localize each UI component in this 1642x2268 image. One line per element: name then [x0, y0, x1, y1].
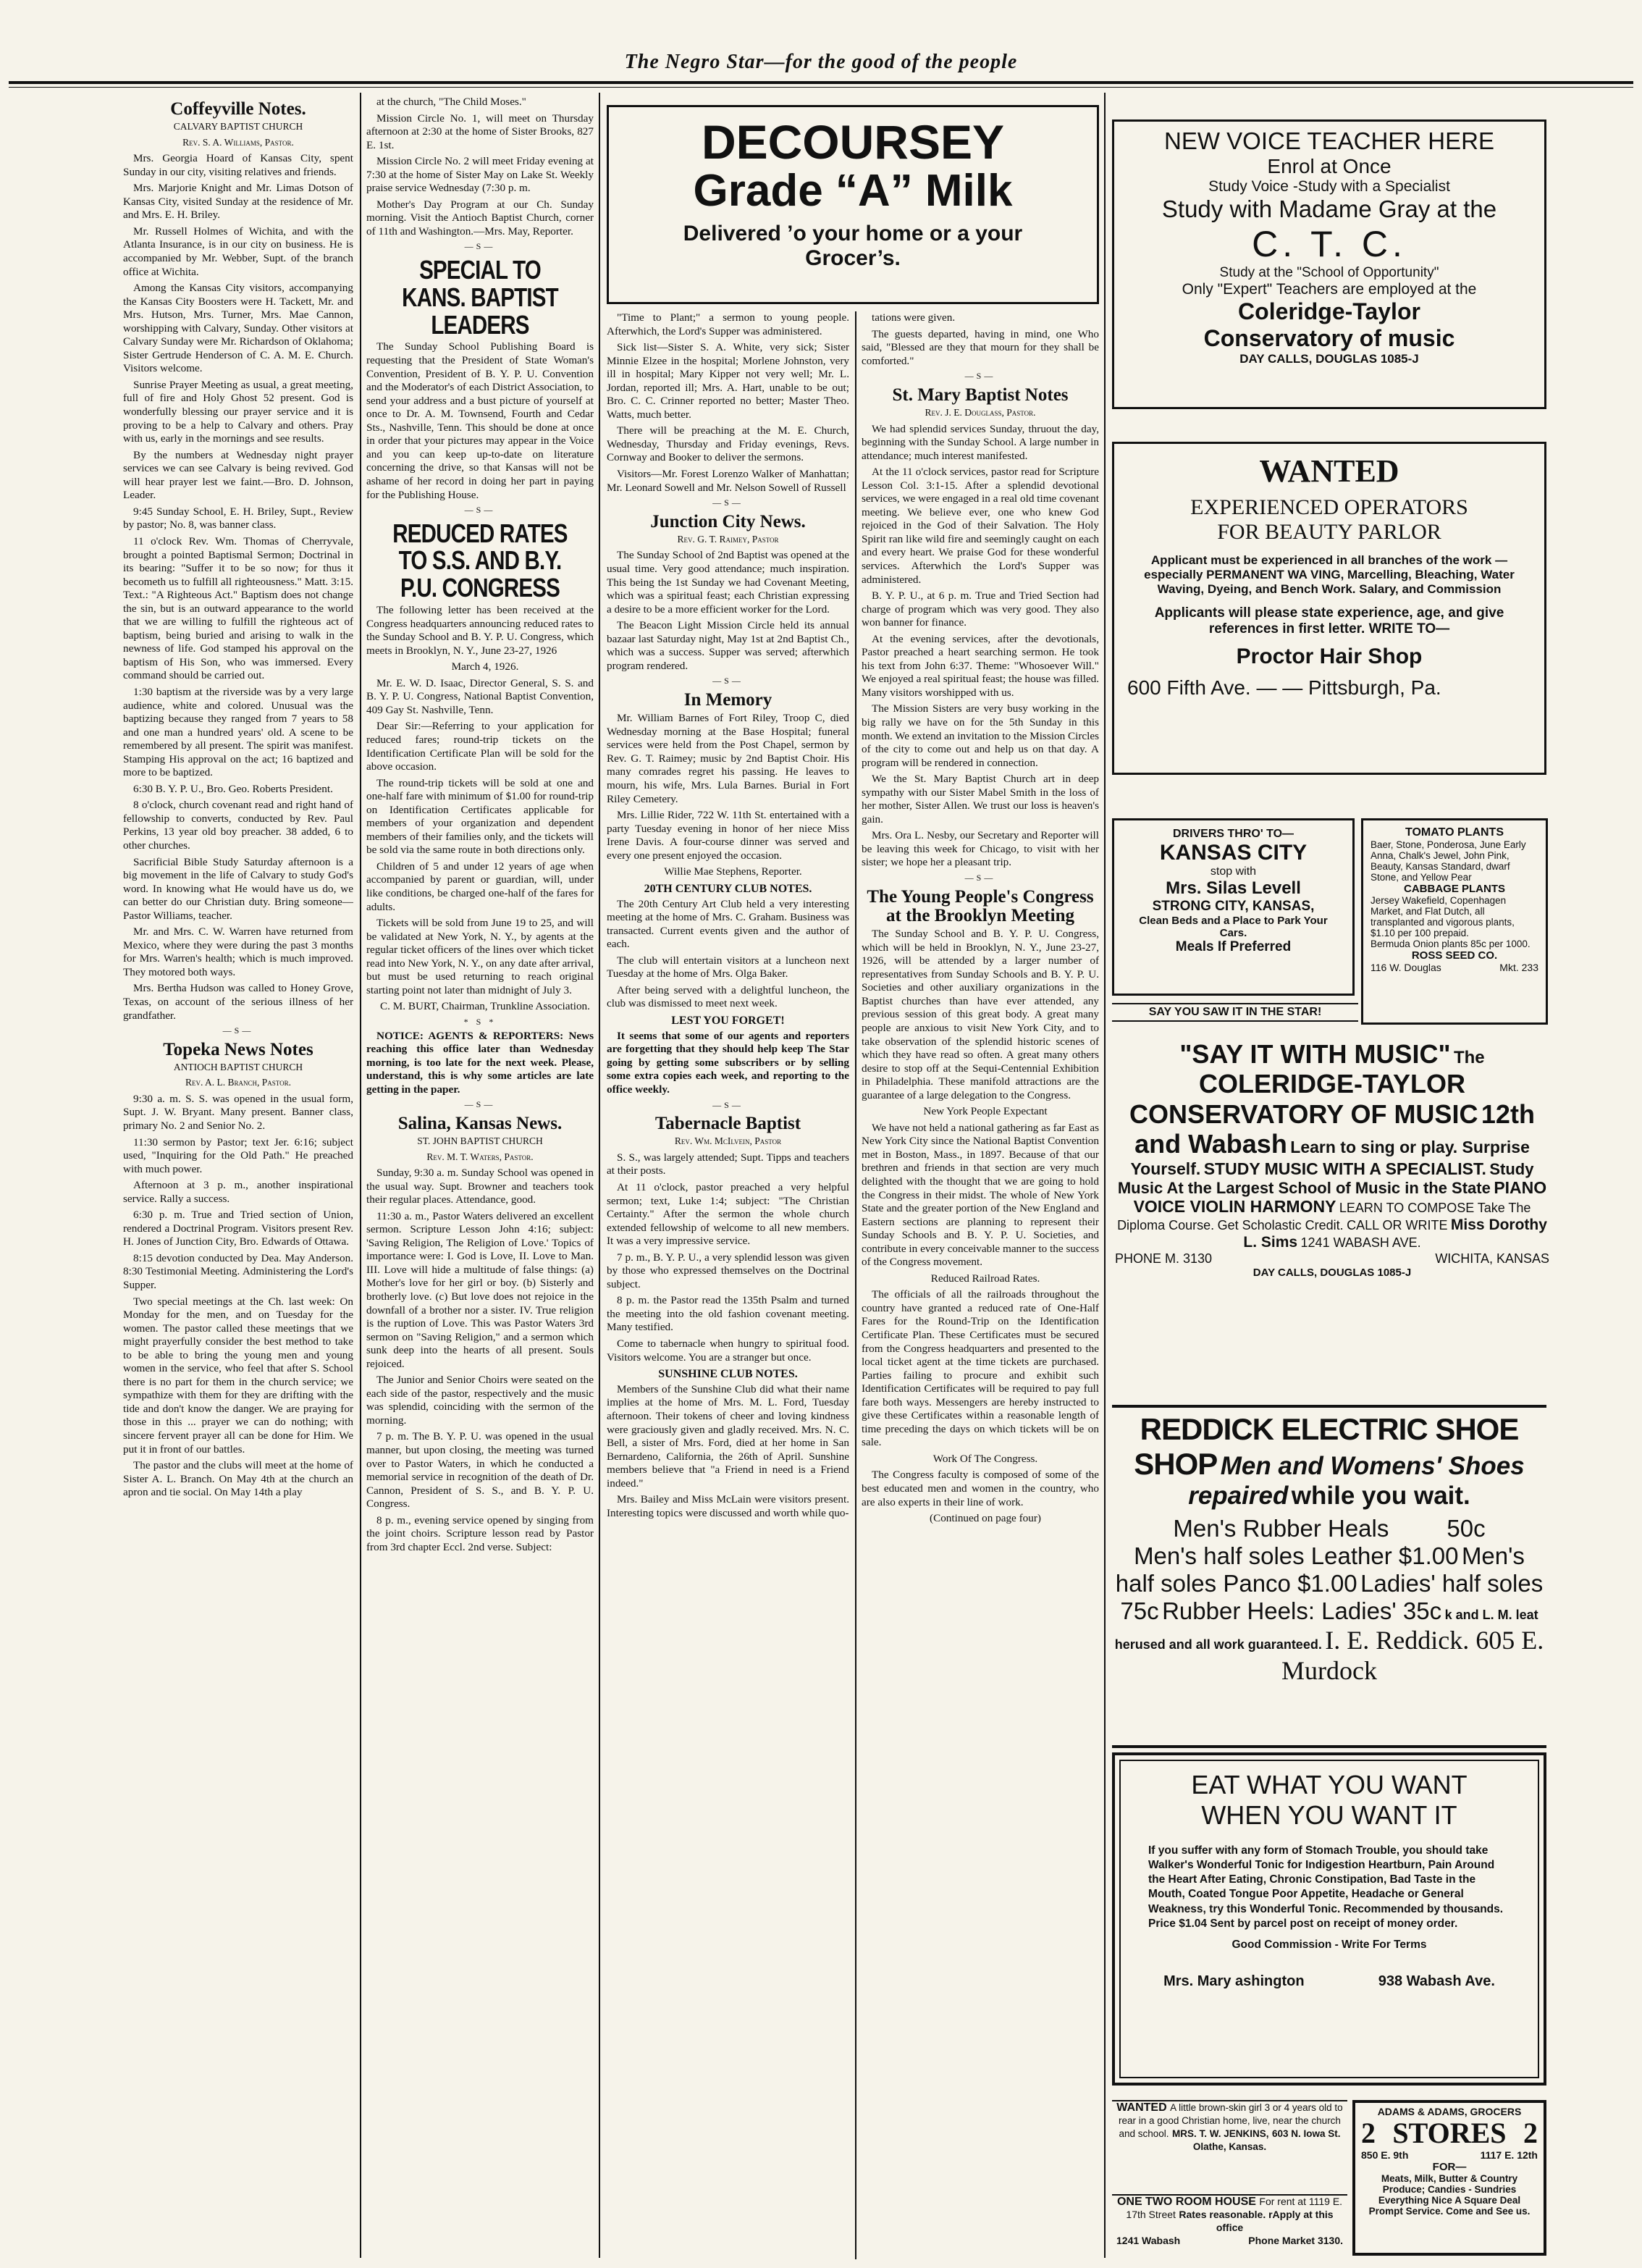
- ad-line: 1241 WABASH AVE.: [1300, 1235, 1421, 1251]
- paragraph: We have not held a national gathering as far East as New York City since the National Baptist Convention met in Boston, Mass., in 1897. Because of that our brethren and friends in that section are very much delighted with the thought that we are going to hold the Congress in their midst. The whole of New York State and the greater portion of the New England and Eastern sections are planning to represent their Sunday Schools and B. Y. P. U. Societies, and contribute in every conceivable manner to the success of the Congress movement.: [862, 1121, 1099, 1269]
- paragraph: Mr. E. W. D. Isaac, Director General, S. S. and B. Y. P. U. Congress, National Baptist Convention, 409 Gay St. Nashville, Tenn.: [366, 676, 594, 716]
- store-address: 1117 E. 12th: [1480, 2149, 1538, 2161]
- ad-line: Applicant must be experienced in all branches of the work —especially PERMANENT WA VING, Marcelling, Bleaching, Water Waving, Dyeing, and Bench Work. Salary, and Commission: [1144, 553, 1515, 596]
- ad-line: Baer, Stone, Ponderosa, June Early Anna, Chalk's Jewel, John Pink, Beauty, Kansas Standard, dwarf Stone, and Yellow Pear: [1371, 839, 1526, 883]
- ad-phone: PHONE M. 3130: [1115, 1251, 1213, 1267]
- continued-note: (Continued on page four): [930, 1512, 1041, 1525]
- price-row: Men's half soles Leather $1.00: [1134, 1542, 1459, 1569]
- ad-line: Study Voice -Study with a Specialist: [1208, 178, 1450, 195]
- ad-line: WHEN YOU WANT IT: [1201, 1800, 1457, 1830]
- masthead: The Negro Star—for the good of the people: [624, 51, 1018, 73]
- paragraph: It seems that some of our agents and reporters are forgetting that they should help keep The Star going by getting some subscribers or by selling some extra copies each week, and reporting to the office weekly.: [607, 1029, 849, 1096]
- ad-line: LEARN TO COMPOSE: [1339, 1201, 1475, 1216]
- article-title: 20TH CENTURY CLUB NOTES.: [644, 882, 812, 895]
- ad-line: Coleridge-Taylor: [1238, 298, 1420, 324]
- ad-line: DRIVERS THRO' TO—: [1172, 828, 1294, 840]
- church-name: CALVARY BAPTIST CHURCH: [173, 121, 303, 133]
- article-title: Tabernacle Baptist: [654, 1114, 801, 1134]
- ad-address: 1241 Wabash: [1116, 2235, 1181, 2246]
- paragraph: 9:30 a. m. S. S. was opened in the usual form, Supt. J. W. Bryant. Many present. Banner class, primary No. 2 and Senior No. 2.: [123, 1092, 353, 1132]
- stores-label: STORES: [1392, 2117, 1507, 2149]
- music-conservatory-ad: [1115, 1039, 1549, 1394]
- pastor-name: Rev. G. T. Raimey, Pastor: [677, 533, 779, 545]
- paragraph: The Junior and Senior Choirs were seated on the each side of the pastor, respectively and the music was splendid, coinciding with the sermon of the morning.: [366, 1374, 594, 1427]
- pastor-name: Rev. M. T. Waters, Pastor.: [426, 1151, 534, 1162]
- paragraph: Mrs. Bertha Hudson was called to Honey Grove, Texas, on account of the serious illness of her grandfather.: [123, 982, 353, 1022]
- church-name: ST. JOHN BAPTIST CHURCH: [417, 1135, 543, 1147]
- paragraph: The 20th Century Art Club held a very interesting meeting at the home of Mrs. C. Graham. Business was transacted. Current events given and the author of each.: [607, 897, 849, 951]
- ad-line: Get Scholastic Credit.: [1217, 1217, 1344, 1232]
- ad-line: ROSS SEED CO.: [1411, 949, 1498, 962]
- article-title: Salina, Kansas News.: [397, 1113, 563, 1133]
- paragraph: Mother's Day Program at our Ch. Sunday morning. Visit the Antioch Baptist Church, corner of 11th and Washington.—Mrs. May, Reporter.: [366, 198, 594, 238]
- signature: Willie Mae Stephens, Reporter.: [664, 865, 802, 878]
- ad-line: Study with Madame Gray at the: [1161, 196, 1497, 222]
- paragraph: 7 p. m., B. Y. P. U., a very splendid lesson was given by those who expressed themselves on the Doctrinal subject.: [607, 1251, 849, 1290]
- ad-line: [1112, 2235, 1347, 2246]
- paragraph: 11 o'clock Rev. Wm. Thomas of Cherryvale, brought a pointed Baptismal Sermon; Doctrinal in its bearing: "Suffer it to be so now; for thus it becometh us to fulfill all righteousness." Matt. 3:15. Text.: "A Righteous Act." Baptism does not change the sin, but is an outward appearance to the world that we are willing to fulfill the righteous act of baptism, being buried and arising to walk in the newness of life. God stamped his approval on the baptism of His Son, who was immersed. Every command should be carried out.: [123, 534, 353, 682]
- paragraph: At the 11 o'clock services, pastor read for Scripture Lesson Col. 3:1-15. After a splendid devotional services, we were engaged in a real old time covenant meeting. We believe ever, one who knew God rejoiced in the God of their Salvation. The Holy Spirit ran like wild fire and seemingly caught on each and every heart. We praise God for these wonderful services. Afterwhich the Lord's Supper was administered.: [862, 466, 1099, 586]
- column-4: [862, 311, 1099, 2252]
- paragraph: 8:15 devotion conducted by Dea. May Anderson. 8:30 Testimonial Meeting. Administering the Lord's Supper.: [123, 1251, 353, 1292]
- pastor-name: Rev. J. E. Douglass, Pastor.: [925, 407, 1036, 419]
- ad-brand: DECOURSEY: [701, 115, 1005, 169]
- paragraph: The guests departed, having in mind, one Who said, "Blessed are they that mourn for they shall be comforted.": [862, 327, 1099, 367]
- paragraph: At 11 o'clock, pastor preached a very helpful sermon; text, Luke 1:4; subject: "The Christian Certainty." After the sermon the whole church extended fellowship of welcome to all new members. It was a very impressive service.: [607, 1180, 849, 1248]
- paragraph: The round-trip tickets will be sold at one and one-half fare with minimum of $1.00 for round-trip on Identification Certificates applicable for members of your organization and dependent members of their families only, and the tickets will be sold via the same route in both directions only.: [366, 776, 594, 857]
- ad-line: STRONG CITY, KANSAS,: [1152, 899, 1315, 914]
- column-rule: [855, 311, 856, 2259]
- ad-line: Applicants will please state experience, age, and give references in first letter. WRITE TO—: [1154, 605, 1504, 637]
- paragraph: The Sunday School of 2nd Baptist was opened at the usual time. Very good attendance; much inspiration. This being the 1st Sunday we had Covenant Meeting, which was a spiritual feast; each Christian expressing a desire to be a more efficient worker for the Lord.: [607, 549, 849, 616]
- paragraph: Mrs. Bailey and Miss McLain were visitors present. Interesting topics were discussed and worth while quo-: [607, 1493, 849, 1519]
- column-1: [123, 96, 353, 2254]
- ad-product: Grade “A” Milk: [693, 166, 1013, 217]
- ad-line: CABBAGE PLANTS: [1403, 883, 1505, 895]
- paragraph: Mrs. Ora L. Nesby, our Secretary and Reporter will be leaving this week for Chicago, to visit with her sister; we hope her a pleasant trip.: [862, 829, 1099, 869]
- paragraph: S. S., was largely attended; Supt. Tipps and teachers at their posts.: [607, 1151, 849, 1177]
- paragraph: We had splendid services Sunday, thruout the day, beginning with the Sunday School. A large number in attendance; much interest manifested.: [862, 422, 1099, 462]
- article-title: REDUCED RATES TO S.S. AND B.Y. P.U. CONGRESS: [392, 518, 568, 603]
- ad-line: "SAY IT WITH MUSIC": [1179, 1039, 1451, 1069]
- price-row: Rubber Heels: Ladies' 35c: [1162, 1597, 1442, 1624]
- paragraph: After being served with a delightful luncheon, the club was dismissed to meet next week.: [607, 983, 849, 1010]
- ad-line: Proctor Hair Shop: [1236, 644, 1423, 668]
- ad-line: Meals If Preferred: [1175, 939, 1292, 954]
- subheading: New York People Expectant: [923, 1105, 1048, 1118]
- signature: C. M. BURT, Chairman, Trunkline Association.: [380, 1000, 590, 1013]
- ad-line: Only "Expert" Teachers are employed at the: [1182, 281, 1477, 298]
- paragraph: The pastor and the clubs will meet at the home of Sister A. L. Branch. On May 4th at the church an apron and tie social. On May 14th a play: [123, 1459, 353, 1499]
- ad-line: stop with: [1210, 865, 1257, 878]
- article-title: SPECIAL TO KANS. BAPTIST LEADERS: [402, 255, 558, 340]
- article-title: Junction City News.: [650, 511, 806, 532]
- paragraph: We the St. Mary Baptist Church art in deep sympathy with our Sister Mabel Smith in the loss of her mother, Sister Allen. We trust our loss is heaven's gain.: [862, 773, 1099, 826]
- ad-line: STUDY MUSIC WITH A SPECIALIST.: [1203, 1159, 1486, 1178]
- ad-line: [1371, 962, 1538, 973]
- paragraph: 11:30 a. m., Pastor Waters delivered an excellent sermon. Scripture Lesson John 4:16; subject: 'Saving Religion, The Religion of Love.' Topics of importance were: I. God is Love, II. Love to Man. III. Love will hide a multitude of false things: (a) Mother's love for her girl or boy. (b) Sisterly and brotherly love. (c) But love does not rejoice in the downfall of a brother nor a sister. IV. True religion is the ruption of Love. This was Pastor Waters 3rd sermon on "Saving Religion," and a sermon which sunk deep into the hearts of all present. Souls rejoiced.: [366, 1209, 594, 1370]
- ad-line: A little brown-skin girl 3 or 4 years old to rear in a good Christian home, live, near the church and school.: [1119, 2102, 1343, 2139]
- paragraph: 8 p. m. the Pastor read the 135th Psalm and turned the meeting into the old fashion covenant meeting. Many testified.: [607, 1294, 849, 1334]
- paragraph: Two special meetings at the Ch. last week: On Monday for the men, and on Tuesday for the women. The pastor called these meetings that we might prayerfully consider the best method to take to be able to bring the young men and young women in the service, who feel that after S. School there is no part for them in the church service; we sympathize with them for they are drifting with the tide and don't know the danger. We are praying for those in this ... prayer we can do nothing; with sincere fervent prayer all can be done for Him. We put it in front of our battles.: [123, 1295, 353, 1456]
- voice-teacher-ad: [1112, 119, 1546, 409]
- paragraph: Come to tabernacle when hungry to spiritual food. Visitors welcome. You are a stranger but once.: [607, 1337, 849, 1364]
- church-name: ANTIOCH BAPTIST CHURCH: [173, 1061, 303, 1072]
- article-title: Coffeyville Notes.: [170, 99, 306, 119]
- subheading: Reduced Railroad Rates.: [930, 1272, 1040, 1285]
- reddick-shoe-ad: [1112, 1405, 1546, 1748]
- ad-line: Study Music At the Largest School of Music in the State: [1117, 1159, 1534, 1197]
- ad-line: If you suffer with any form of Stomach Trouble, you should take Walker's Wonderful Tonic for Indigestion Heartburn, Pain Around the Heart After Eating, Chronic Constipation, Bad Taste in the Mouth, Coated Tongue Poor Appetite, Headache or General Weakness, try this Wonderful Tonic. Recommended by thousands. Price $1.04 Sent by parcel post on receipt of money order.: [1148, 1844, 1504, 1930]
- drivers-ad: [1112, 818, 1355, 996]
- paragraph: There will be preaching at the M. E. Church, Wednesday, Thursday and Friday evenings, Revs. Cornway and Booker to deliver the sermons.: [607, 424, 849, 464]
- separator: —S—: [964, 371, 996, 382]
- ad-line: ADAMS & ADAMS, GROCERS: [1377, 2106, 1522, 2117]
- ad-line: Meats, Milk, Butter & Country Produce; Candies - Sundries: [1381, 2173, 1518, 2195]
- ad-line: C. T. C.: [1252, 224, 1407, 264]
- column-3: [607, 311, 849, 2252]
- paragraph: "Time to Plant;" a sermon to young people. Afterwhich, the Lord's Supper was administered.: [607, 311, 849, 337]
- ad-line: WANTED: [1116, 2101, 1167, 2114]
- paragraph: 6:30 B. Y. P. U., Bro. Geo. Roberts President.: [133, 782, 333, 795]
- ad-line: WANTED: [1259, 453, 1399, 489]
- ad-line: FOR—: [1432, 2161, 1467, 2173]
- paragraph: Sick list—Sister S. A. White, very sick; Sister Minnie Elzee in the hospital; Morlene Johnston, very ill in hospital; Mary Kipper not very well; Mr. L. Jordan, reported ill; Mrs. A. Hart, unable to be out; Bro. C. C. Crinner reported no better; Master Theo. Watts, much better.: [607, 341, 849, 421]
- ad-line: [1127, 1973, 1532, 1990]
- ad-line: Learn to sing or play. Surprise Yourself.: [1130, 1138, 1530, 1178]
- tomato-plants-ad: [1361, 818, 1548, 1025]
- paragraph: Sunday, 9:30 a. m. Sunday School was opened in the usual way. Supt. Browner and teachers took their regular places. Attendance, good.: [366, 1167, 594, 1206]
- adams-grocers-ad: [1352, 2100, 1546, 2256]
- paragraph: Mission Circle No. 1, will meet on Thursday afternoon at 2:30 at the home of Sister Brooks, 827 E. 1st.: [366, 112, 594, 151]
- ad-line: ONE TWO ROOM HOUSE: [1116, 2196, 1256, 2208]
- paragraph: The Mission Sisters are very busy working in the big rally we have on for the 5th Sunday in this month. We extend an invitation to the Mission Circles of the city to come out and help us on that day. A program will be rendered in connection.: [862, 702, 1099, 769]
- ad-line: Take The Diploma Course.: [1117, 1201, 1531, 1232]
- price-row: Men's half soles Panco $1.00: [1115, 1542, 1525, 1597]
- paragraph: 9:45 Sunday School, E. H. Briley, Supt., Review by pastor; No. 8, was banner class.: [123, 505, 353, 532]
- ad-tagline: Delivered ’o your home or a your Grocer’s.: [683, 222, 1023, 271]
- beauty-parlor-ad: [1112, 442, 1546, 775]
- price-value: 50c: [1447, 1515, 1486, 1542]
- paragraph: March 4, 1926.: [451, 660, 519, 673]
- ad-line: [1361, 2117, 1538, 2149]
- wanted-girl-ad: [1112, 2100, 1347, 2187]
- article-title: SUNSHINE CLUB NOTES.: [658, 1368, 798, 1381]
- column-rule: [599, 93, 600, 2258]
- ad-line: FOR BEAUTY PARLOR: [1217, 520, 1441, 544]
- article-title: LEST YOU FORGET!: [671, 1014, 785, 1027]
- paragraph: Tickets will be sold from June 19 to 25, and will be validated at New York, N. Y., by agents at the regular ticket officers of the lines over which ticket read into New York, N. Y., on any date after arrival, but must be used returning to reach original starting point not later than midnight of July 3.: [366, 917, 594, 996]
- ad-address: 938 Wabash Ave.: [1378, 1973, 1495, 1989]
- article-title: The Young People's Congress at the Brooklyn Meeting: [867, 886, 1094, 925]
- ad-line: CALL OR WRITE: [1347, 1217, 1448, 1232]
- ad-contact: Mrs. Mary ashington: [1163, 1973, 1305, 1989]
- paragraph: Sunrise Prayer Meeting as usual, a great meeting, full of fire and Holy Ghost 52 present. God is wonderfully blessing our prayer service and it is proving to be a help to Calvary and others. Pray with us, early in the mornings and see results.: [123, 378, 353, 445]
- ad-line: For rent at 1119 E. 17th Street: [1126, 2196, 1343, 2220]
- ad-line: Men and Womens' Shoes repaired: [1188, 1452, 1525, 1510]
- store-address: 850 E. 9th: [1361, 2149, 1409, 2161]
- separator: —S—: [464, 505, 496, 516]
- ad-line: DAY CALLS, DOUGLAS 1085-J: [1252, 1266, 1412, 1279]
- ad-line: The: [1453, 1048, 1485, 1067]
- paragraph: The Sunday School and B. Y. P. U. Congress, which will be held in Brooklyn, N. Y., June 23-27, 1926, will be attended by a larger number of representatives from Sunday Schools and B. Y. P. U. Societies and other auxiliary organizations in the Baptist churches than have ever attended, any previous session of this great body. A great many people are anxious to visit New York City, and to take observation of the splendid historic scenes of which they have read so often. A great many others desire to stop off at the Sequi-Centennial Exhibition in Philadelphia. These manifold attractions are the guarantee of a large delegation to the Congress.: [862, 928, 1099, 1101]
- price-item: Men's Rubber Heals: [1173, 1515, 1389, 1542]
- stores-count: 2: [1361, 2117, 1376, 2149]
- ad-line: Enrol at Once: [1267, 155, 1392, 177]
- paragraph: The following letter has been received at the Congress headquarters announcing reduced rates to the Sunday School and B. Y. P. U. Congress, which meets in Brooklyn, N. Y., June 23-27, 1926: [366, 604, 594, 657]
- ad-line: Conservatory of music: [1203, 325, 1455, 351]
- paragraph: 6:30 p. m. True and Tried section of Union, rendered a Doctrinal Program. Visitors present Rev. H. Jones of Junction City, Bro. Edwards of Ottawa.: [123, 1209, 353, 1248]
- paragraph: 11:30 sermon by Pastor; text Jer. 6:16; subject used, "Inquiring for the Old Path." He preached with much power.: [123, 1135, 353, 1175]
- ad-line: EAT WHAT YOU WANT: [1191, 1770, 1468, 1799]
- ad-line: 600 Fifth Ave. — — Pittsburgh, Pa.: [1127, 676, 1441, 699]
- paragraph: 8 o'clock, church covenant read and right hand of fellowship to converts, conducted by Rev. Paul Perkins, 13 year old boy preacher. 38 added, 6 to other churches.: [123, 799, 353, 852]
- paragraph: Mission Circle No. 2 will meet Friday evening at 7:30 at the home of Sister May on Lake St. Weekly praise service Wednesday (7:30 p. m.: [366, 155, 594, 195]
- paragraph: Children of 5 and under 12 years of age when accompanied by parent or guardian, will, under like conditions, be charged one-half of the fares for adults.: [366, 860, 594, 913]
- separator: —S—: [222, 1025, 254, 1036]
- ad-line: Jersey Wakefield, Copenhagen Market, and Flat Dutch, all transplanted and vigorous plants, $1.10 per 100 prepaid.: [1371, 895, 1515, 938]
- separator: * S *: [463, 1016, 497, 1027]
- paragraph: Sacrificial Bible Study Saturday afternoon is a big movement in the life of Calvary to study God's word. In knowing what He would have us do, we can better do our Christian duty. Bring someone—Pastor Williams, teacher.: [123, 855, 353, 922]
- ad-line: Rates reasonable. rApply at this office: [1179, 2209, 1334, 2233]
- paragraph: The officials of all the railroads throughout the country have granted a reduced rate of One-Half Fares for the Round-Trip on the Identification Certificate Plan. These Certificates must be secured from the Congress headquarters and presented to the local ticket agent at the time tickets are purchased. Parties failing to procure and exhibit such Identification Certificates will be required to pay full fare both ways. Messengers are hereby instructed to give these Certificates within a reasonable length of time preceding the days on which tickets will be on sale.: [862, 1288, 1099, 1449]
- ad-line: CONSERVATORY OF MUSIC: [1129, 1099, 1478, 1129]
- stores-count: 2: [1523, 2117, 1538, 2149]
- subheading: Work Of The Congress.: [932, 1452, 1038, 1465]
- ad-line: k and L. M. leat herused and all work guaranteed.: [1114, 1608, 1538, 1652]
- paragraph: The club will entertain visitors at a luncheon next Tuesday at the home of Mrs. Olga Baker.: [607, 954, 849, 980]
- ad-line: Miss Dorothy L. Sims: [1243, 1216, 1547, 1251]
- pastor-name: Rev. S. A. Williams, Pastor.: [182, 136, 294, 148]
- ad-line: Bermuda Onion plants 85c per 1000.: [1371, 938, 1531, 949]
- paragraph: Among the Kansas City visitors, accompanying the Kansas City Boosters were H. Tackett, Mr. and Mrs. Hutson, Mrs. Turner, Mrs. Mae Cannon, worshipping with Calvary, Sunday. Other visitors at Calvary Sunday were Mr. Richardson of Oklahoma; Sister Gertrude Henderson of C. A. M. E. Church. Visitors welcome.: [123, 282, 353, 375]
- pastor-name: Rev. Wm. McIlvein, Pastor: [674, 1135, 782, 1147]
- separator: —S—: [964, 873, 996, 883]
- paragraph: Mrs. Lillie Rider, 722 W. 11th St. entertained with a party Tuesday evening in honor of her niece Miss Irene Davis. A four-course dinner was served and every one present enjoyed the occasion.: [607, 809, 849, 862]
- ad-line: TOMATO PLANTS: [1405, 826, 1504, 839]
- paragraph: B. Y. P. U., at 6 p. m. True and Tried Section had charge of program which was very good. They also won banner for finance.: [862, 589, 1099, 629]
- ad-line: Mrs. Silas Levell: [1166, 878, 1301, 898]
- ad-city: WICHITA, KANSAS: [1435, 1251, 1549, 1267]
- article-title: Topeka News Notes: [163, 1039, 313, 1059]
- notice: NOTICE: AGENTS & REPORTERS: News reaching this office later than Wednesday morning, is too late for the next week. Please, understand, this is why some articles are late getting in the paper.: [366, 1029, 594, 1096]
- decoursey-ad: [607, 105, 1099, 304]
- ad-address: 116 W. Douglas: [1371, 962, 1441, 973]
- ad-line: REDDICK ELECTRIC SHOE SHOP: [1134, 1412, 1519, 1481]
- paragraph: The Sunday School Publishing Board is requesting that the President of State Woman's Convention, President of B. Y. P. U. Convention and the Moderator's of each District Association, to send your address and a bust picture of yourself at once to Dr. A. M. Townsend, Fourth and Cedar Sts., Nashville, Tenn. This should be done at once in order that your pictures may appear in the Voice and you can keep up-to-date on literature concerning the drive, so that Kansas will not be ashame of her record in doing her part in paying for the Publishing House.: [366, 340, 594, 501]
- paragraph: Mr. William Barnes of Fort Riley, Troop C, died Wednesday morning at the Base Hospital; funeral services were held from the Post Chapel, sermon by Rev. G. T. Raimey; music by 2nd Baptist Choir. His many comrades regret his passing. He leaves to mourn, his wife, Mrs. Lula Barnes. Burial in Fort Riley Cemetery.: [607, 712, 849, 805]
- ad-phone: Phone Market 3130.: [1248, 2235, 1343, 2246]
- masthead-rule-thin: [9, 87, 1633, 88]
- paragraph: The Congress faculty is composed of some of the best educated men and women in the country, who are also experts in their line of work.: [862, 1469, 1099, 1508]
- column-rule: [1104, 93, 1106, 2258]
- ad-line: [1115, 1251, 1549, 1267]
- paragraph: Members of the Sunshine Club did what their name implies at the home of Mrs. M. L. Ford, Tuesday afternoon. Their tokens of cheer and loving kindness were graciously given and gladly received. Mrs. N. C. Bell, a sister of Mrs. Ford, died at her home in San Bernardeno, California, the 26th of April. Sunshine members believe that "a Friend in need is a Friend indeed.": [607, 1382, 849, 1490]
- paragraph: 7 p. m. The B. Y. P. U. was opened in the usual manner, but upon closing, the meeting was turned over to Pastor Waters, in which he conducted a memorial service in recognition of the death of Dr. Cannon, President of S. S., and B. Y. P. U. Congress.: [366, 1430, 594, 1511]
- ad-line: Clean Beds and a Place to Park Your Cars.: [1139, 915, 1328, 939]
- paragraph: Mrs. Marjorie Knight and Mr. Limas Dotson of Kansas City, visited Sunday at the residence of Mr. and Mrs. E. H. Briley.: [123, 182, 353, 222]
- house-rent-ad: [1112, 2194, 1347, 2257]
- paragraph: At the evening services, after the devotionals, Pastor preached a heart searching sermon. He took his text from John 6:37. Theme: "Whosoever Will." We enjoyed a real spiritual feast; the house was filled. Many visitors worshipped with us.: [862, 632, 1099, 699]
- stomach-tonic-ad: [1112, 1752, 1546, 2086]
- ad-phone: Mkt. 233: [1499, 962, 1538, 973]
- ad-line: [1361, 2149, 1538, 2161]
- paragraph: Mr. Russell Holmes of Wichita, and with the Atlanta Insurance, is in our city on business. He is accompanied by Mr. Webber, Supt. of the branch office at Wichita.: [123, 224, 353, 278]
- ad-line: NEW VOICE TEACHER HERE: [1164, 127, 1494, 154]
- separator: —S—: [464, 1099, 496, 1110]
- ad-line: I. E. Reddick. 605 E. Murdock: [1281, 1626, 1544, 1685]
- ad-line: Study at the "School of Opportunity": [1219, 265, 1439, 280]
- ad-line: Everything Nice A Square Deal: [1378, 2195, 1521, 2206]
- pastor-name: Rev. A. L. Branch, Pastor.: [185, 1077, 291, 1088]
- paragraph: 1:30 baptism at the riverside was by a very large audience, white and colored. Unusual was the baptizing because they ranged from 7 years to 58 and one man a hundred years' old. A scene to be remembered by all present. The spirit was manifest. Stamping His approval on the act; 16 baptized and more to be baptized.: [123, 685, 353, 779]
- article-title: In Memory: [683, 690, 772, 710]
- ad-line: 603 N. Iowa St. Olathe, Kansas.: [1192, 2128, 1341, 2152]
- separator: —S—: [712, 676, 744, 686]
- paragraph: The Beacon Light Mission Circle held its annual bazaar last Saturday night, May 1st at 2nd Baptist Ch., which was a success. Supper was served; afterwhich program rendered.: [607, 619, 849, 672]
- masthead-rule: [9, 81, 1633, 84]
- paragraph: Dear Sir:—Referring to your application for reduced fares; round-trip tickets on the Identification Certificate Plan will be sold for the above occasion.: [366, 720, 594, 773]
- paragraph: at the church, "The Child Moses.": [376, 96, 526, 108]
- paragraph: tations were given.: [872, 311, 956, 324]
- paragraph: Visitors—Mr. Forest Lorenzo Walker of Manhattan; Mr. Leonard Sowell and Mr. Nelson Sowell of Russell: [607, 468, 849, 494]
- column-2: [366, 96, 594, 2254]
- ad-line: EXPERIENCED OPERATORS: [1190, 495, 1468, 519]
- paragraph: Mr. and Mrs. C. W. Warren have returned from Mexico, where they were during the past 3 months for Mrs. Warren's health; which is much improved. They motored both ways.: [123, 925, 353, 978]
- ad-line: Good Commission - Write For Terms: [1232, 1938, 1427, 1951]
- say-you-saw-it: SAY YOU SAW IT IN THE STAR!: [1112, 1003, 1358, 1022]
- separator: —S—: [712, 1099, 744, 1110]
- paragraph: Mrs. Georgia Hoard of Kansas City, spent Sunday in our city, visiting relatives and friends.: [123, 152, 353, 178]
- column-rule: [360, 93, 361, 2258]
- ad-line: Prompt Service. Come and See us.: [1368, 2206, 1531, 2217]
- ad-line: PIANO VOICE VIOLIN HARMONY: [1133, 1178, 1547, 1217]
- ad-line: MRS. T. W. JENKINS,: [1171, 2128, 1269, 2139]
- ad-line: 12th and Wabash: [1134, 1099, 1535, 1159]
- ad-line: COLERIDGE-TAYLOR: [1198, 1069, 1465, 1099]
- article-title: St. Mary Baptist Notes: [892, 385, 1069, 405]
- price-row: [1112, 1515, 1546, 1542]
- ad-line: while you wait.: [1291, 1482, 1470, 1510]
- price-row: Ladies' half soles 75c: [1120, 1570, 1544, 1624]
- ad-line: DAY CALLS, DOUGLAS 1085-J: [1239, 352, 1419, 366]
- paragraph: Afternoon at 3 p. m., another inspirational service. Rally a success.: [123, 1179, 353, 1205]
- paragraph: 8 p. m., evening service opened by singing from the joint choirs. Scripture lesson read by Pastor from 3rd chapter Eccl. 2nd verse. Subject:: [366, 1513, 594, 1553]
- ad-line: KANSAS CITY: [1159, 841, 1308, 865]
- separator: —S—: [712, 497, 744, 508]
- separator: —S—: [464, 241, 496, 252]
- paragraph: By the numbers at Wednesday night prayer services we can see Calvary is being revived. God will hear prayer lest we faint.—Bro. D. Johnson, Leader.: [123, 448, 353, 502]
